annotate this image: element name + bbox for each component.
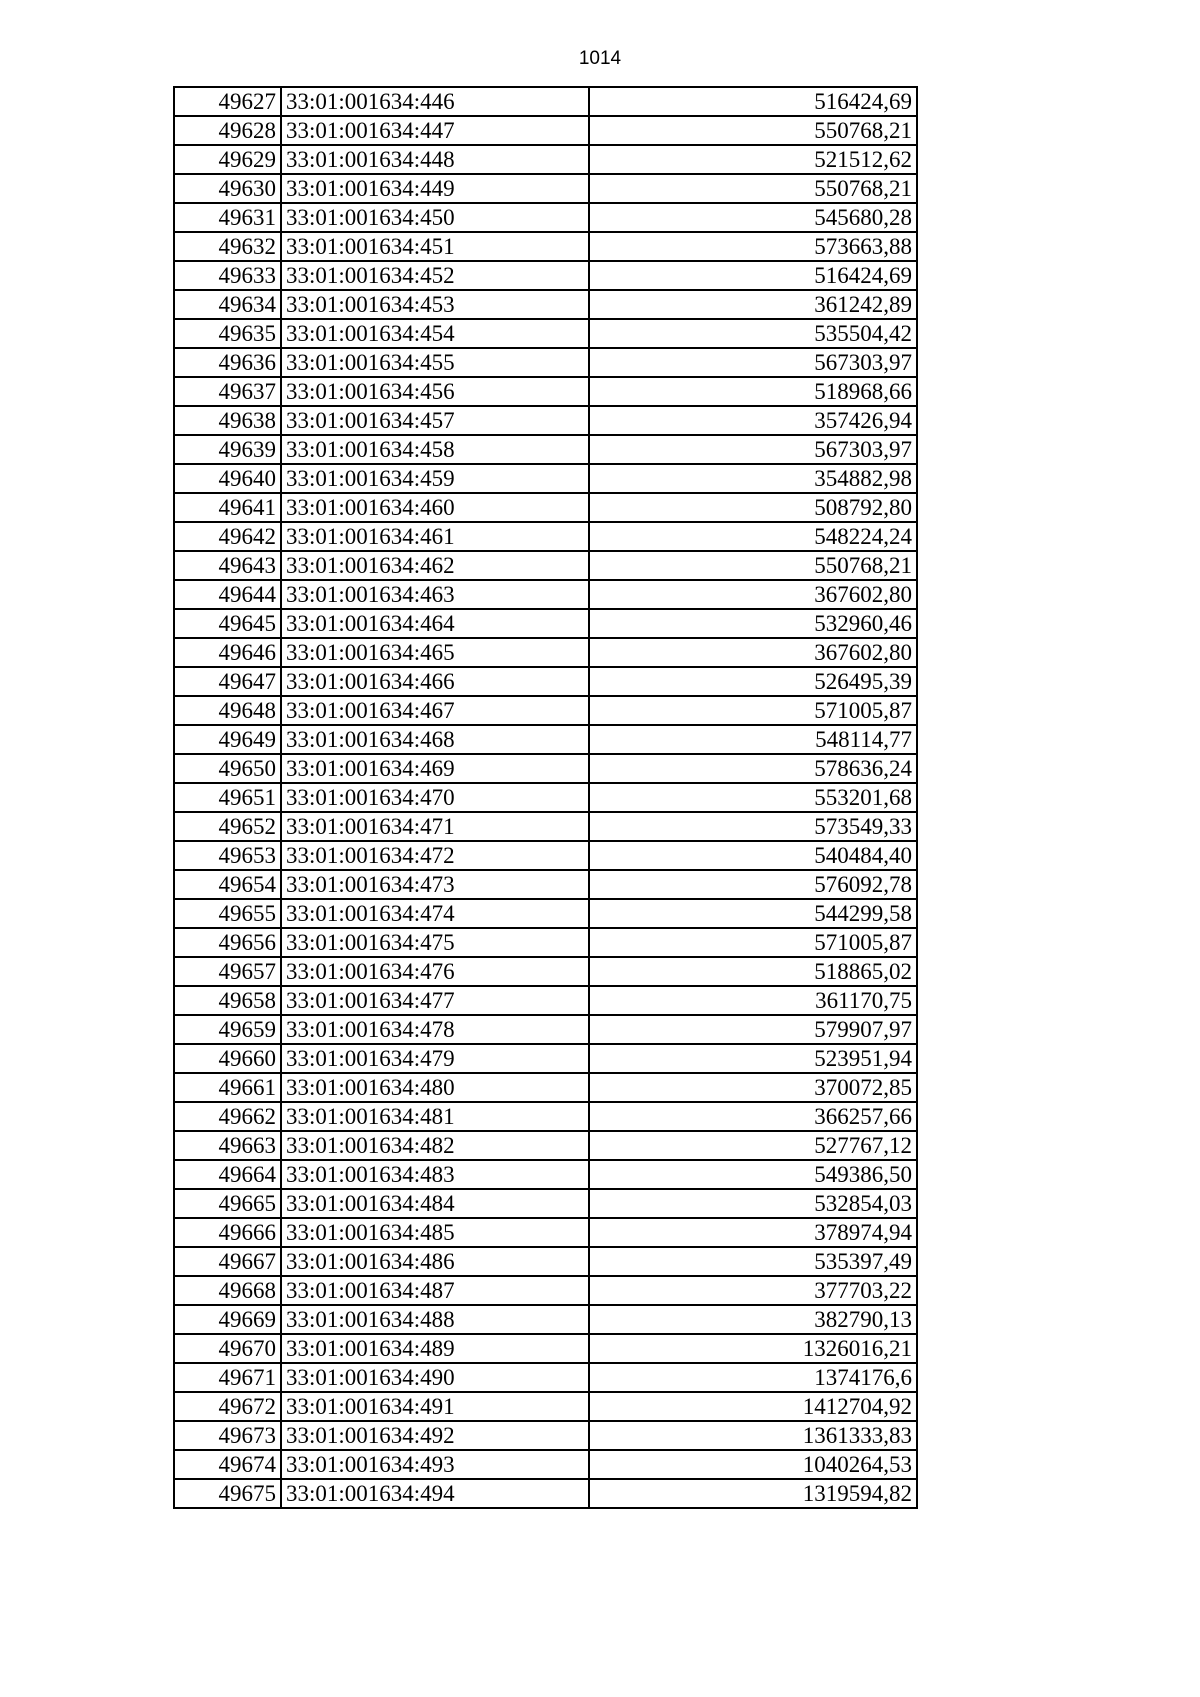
row-number-cell: 49645 <box>174 609 281 638</box>
cadastral-value-cell: 553201,68 <box>589 783 917 812</box>
cadastral-value-cell: 366257,66 <box>589 1102 917 1131</box>
table-row <box>174 232 917 261</box>
cadastral-value-cell: 540484,40 <box>589 841 917 870</box>
cadastral-value-cell: 549386,50 <box>589 1160 917 1189</box>
row-number-cell: 49654 <box>174 870 281 899</box>
table-row <box>174 377 917 406</box>
table-row <box>174 1044 917 1073</box>
cadastral-number-cell: 33:01:001634:484 <box>281 1189 589 1218</box>
table-row <box>174 1450 917 1479</box>
cadastral-number-cell: 33:01:001634:452 <box>281 261 589 290</box>
table-row <box>174 1102 917 1131</box>
table-row <box>174 580 917 609</box>
cadastral-number-cell: 33:01:001634:481 <box>281 1102 589 1131</box>
cadastral-value-cell: 367602,80 <box>589 580 917 609</box>
table-row <box>174 435 917 464</box>
page-number: 1014 <box>578 48 622 69</box>
cadastral-number-cell: 33:01:001634:476 <box>281 957 589 986</box>
row-number-cell: 49664 <box>174 1160 281 1189</box>
cadastral-value-cell: 550768,21 <box>589 174 917 203</box>
row-number-cell: 49643 <box>174 551 281 580</box>
table-row <box>174 1247 917 1276</box>
cadastral-number-cell: 33:01:001634:492 <box>281 1421 589 1450</box>
row-number-cell: 49663 <box>174 1131 281 1160</box>
table-row <box>174 1392 917 1421</box>
row-number-cell: 49672 <box>174 1392 281 1421</box>
cadastral-number-cell: 33:01:001634:485 <box>281 1218 589 1247</box>
table-row <box>174 348 917 377</box>
row-number-cell: 49627 <box>174 87 281 116</box>
table-row <box>174 1421 917 1450</box>
cadastral-number-cell: 33:01:001634:475 <box>281 928 589 957</box>
row-number-cell: 49669 <box>174 1305 281 1334</box>
cadastral-number-cell: 33:01:001634:463 <box>281 580 589 609</box>
row-number-cell: 49668 <box>174 1276 281 1305</box>
cadastral-value-cell: 516424,69 <box>589 261 917 290</box>
table-row <box>174 957 917 986</box>
row-number-cell: 49650 <box>174 754 281 783</box>
table-row <box>174 261 917 290</box>
cadastral-number-cell: 33:01:001634:447 <box>281 116 589 145</box>
cadastral-number-cell: 33:01:001634:467 <box>281 696 589 725</box>
cadastral-number-cell: 33:01:001634:482 <box>281 1131 589 1160</box>
cadastral-value-cell: 532854,03 <box>589 1189 917 1218</box>
cadastral-number-cell: 33:01:001634:453 <box>281 290 589 319</box>
row-number-cell: 49641 <box>174 493 281 522</box>
row-number-cell: 49657 <box>174 957 281 986</box>
table-row <box>174 522 917 551</box>
cadastral-number-cell: 33:01:001634:462 <box>281 551 589 580</box>
cadastral-number-cell: 33:01:001634:472 <box>281 841 589 870</box>
table-row <box>174 1363 917 1392</box>
row-number-cell: 49661 <box>174 1073 281 1102</box>
row-number-cell: 49653 <box>174 841 281 870</box>
cadastral-value-cell: 377703,22 <box>589 1276 917 1305</box>
row-number-cell: 49631 <box>174 203 281 232</box>
table-row <box>174 1073 917 1102</box>
table-row <box>174 145 917 174</box>
row-number-cell: 49635 <box>174 319 281 348</box>
cadastral-number-cell: 33:01:001634:456 <box>281 377 589 406</box>
cadastral-number-cell: 33:01:001634:490 <box>281 1363 589 1392</box>
cadastral-value-cell: 518968,66 <box>589 377 917 406</box>
table-row <box>174 870 917 899</box>
cadastral-number-cell: 33:01:001634:466 <box>281 667 589 696</box>
table-row <box>174 725 917 754</box>
cadastral-number-cell: 33:01:001634:461 <box>281 522 589 551</box>
cadastral-value-cell: 571005,87 <box>589 928 917 957</box>
table-row <box>174 841 917 870</box>
cadastral-number-cell: 33:01:001634:454 <box>281 319 589 348</box>
cadastral-value-cell: 361170,75 <box>589 986 917 1015</box>
table-row <box>174 174 917 203</box>
cadastral-value-cell: 361242,89 <box>589 290 917 319</box>
cadastral-value-cell: 535504,42 <box>589 319 917 348</box>
cadastral-number-cell: 33:01:001634:459 <box>281 464 589 493</box>
cadastral-number-cell: 33:01:001634:479 <box>281 1044 589 1073</box>
row-number-cell: 49637 <box>174 377 281 406</box>
table-row <box>174 87 917 116</box>
table-row <box>174 116 917 145</box>
cadastral-number-cell: 33:01:001634:483 <box>281 1160 589 1189</box>
cadastral-value-cell: 571005,87 <box>589 696 917 725</box>
cadastral-value-cell: 544299,58 <box>589 899 917 928</box>
cadastral-value-cell: 508792,80 <box>589 493 917 522</box>
cadastral-number-cell: 33:01:001634:491 <box>281 1392 589 1421</box>
cadastral-value-cell: 578636,24 <box>589 754 917 783</box>
cadastral-value-cell: 576092,78 <box>589 870 917 899</box>
cadastral-value-cell: 1412704,92 <box>589 1392 917 1421</box>
table-row <box>174 203 917 232</box>
cadastral-value-cell: 526495,39 <box>589 667 917 696</box>
table-row <box>174 1218 917 1247</box>
table-body <box>174 87 917 1508</box>
table-row <box>174 1334 917 1363</box>
cadastral-value-cell: 550768,21 <box>589 551 917 580</box>
table-row <box>174 1131 917 1160</box>
row-number-cell: 49675 <box>174 1479 281 1508</box>
cadastral-number-cell: 33:01:001634:464 <box>281 609 589 638</box>
row-number-cell: 49656 <box>174 928 281 957</box>
cadastral-number-cell: 33:01:001634:471 <box>281 812 589 841</box>
cadastral-number-cell: 33:01:001634:489 <box>281 1334 589 1363</box>
row-number-cell: 49671 <box>174 1363 281 1392</box>
row-number-cell: 49659 <box>174 1015 281 1044</box>
row-number-cell: 49666 <box>174 1218 281 1247</box>
row-number-cell: 49633 <box>174 261 281 290</box>
cadastral-number-cell: 33:01:001634:468 <box>281 725 589 754</box>
row-number-cell: 49638 <box>174 406 281 435</box>
cadastral-value-cell: 378974,94 <box>589 1218 917 1247</box>
row-number-cell: 49647 <box>174 667 281 696</box>
cadastral-value-cell: 550768,21 <box>589 116 917 145</box>
table-row <box>174 928 917 957</box>
cadastral-number-cell: 33:01:001634:455 <box>281 348 589 377</box>
table-row <box>174 754 917 783</box>
cadastral-value-cell: 535397,49 <box>589 1247 917 1276</box>
cadastral-number-cell: 33:01:001634:460 <box>281 493 589 522</box>
row-number-cell: 49660 <box>174 1044 281 1073</box>
cadastral-number-cell: 33:01:001634:465 <box>281 638 589 667</box>
table-row <box>174 899 917 928</box>
table-row <box>174 609 917 638</box>
row-number-cell: 49634 <box>174 290 281 319</box>
cadastral-value-cell: 516424,69 <box>589 87 917 116</box>
cadastral-value-cell: 1361333,83 <box>589 1421 917 1450</box>
row-number-cell: 49639 <box>174 435 281 464</box>
row-number-cell: 49658 <box>174 986 281 1015</box>
cadastral-number-cell: 33:01:001634:449 <box>281 174 589 203</box>
row-number-cell: 49651 <box>174 783 281 812</box>
table-row <box>174 783 917 812</box>
row-number-cell: 49630 <box>174 174 281 203</box>
cadastral-number-cell: 33:01:001634:480 <box>281 1073 589 1102</box>
row-number-cell: 49629 <box>174 145 281 174</box>
cadastral-number-cell: 33:01:001634:446 <box>281 87 589 116</box>
row-number-cell: 49642 <box>174 522 281 551</box>
cadastral-number-cell: 33:01:001634:470 <box>281 783 589 812</box>
row-number-cell: 49667 <box>174 1247 281 1276</box>
row-number-cell: 49632 <box>174 232 281 261</box>
table-row <box>174 464 917 493</box>
row-number-cell: 49655 <box>174 899 281 928</box>
cadastral-value-cell: 567303,97 <box>589 348 917 377</box>
cadastral-value-cell: 548114,77 <box>589 725 917 754</box>
table-row <box>174 1189 917 1218</box>
cadastral-value-cell: 527767,12 <box>589 1131 917 1160</box>
cadastral-value-cell: 1040264,53 <box>589 1450 917 1479</box>
row-number-cell: 49652 <box>174 812 281 841</box>
row-number-cell: 49648 <box>174 696 281 725</box>
table-row <box>174 1160 917 1189</box>
cadastral-value-cell: 548224,24 <box>589 522 917 551</box>
cadastral-number-cell: 33:01:001634:477 <box>281 986 589 1015</box>
row-number-cell: 49670 <box>174 1334 281 1363</box>
cadastral-number-cell: 33:01:001634:474 <box>281 899 589 928</box>
cadastral-number-cell: 33:01:001634:487 <box>281 1276 589 1305</box>
cadastral-value-cell: 579907,97 <box>589 1015 917 1044</box>
cadastral-value-cell: 1326016,21 <box>589 1334 917 1363</box>
cadastral-value-cell: 545680,28 <box>589 203 917 232</box>
row-number-cell: 49628 <box>174 116 281 145</box>
cadastral-value-cell: 521512,62 <box>589 145 917 174</box>
table-row <box>174 1276 917 1305</box>
cadastral-value-cell: 1319594,82 <box>589 1479 917 1508</box>
cadastral-value-cell: 382790,13 <box>589 1305 917 1334</box>
row-number-cell: 49673 <box>174 1421 281 1450</box>
cadastral-number-cell: 33:01:001634:448 <box>281 145 589 174</box>
row-number-cell: 49640 <box>174 464 281 493</box>
row-number-cell: 49646 <box>174 638 281 667</box>
table-row <box>174 986 917 1015</box>
cadastral-value-cell: 370072,85 <box>589 1073 917 1102</box>
table-row <box>174 667 917 696</box>
cadastral-number-cell: 33:01:001634:478 <box>281 1015 589 1044</box>
cadastral-number-cell: 33:01:001634:486 <box>281 1247 589 1276</box>
table-row <box>174 493 917 522</box>
row-number-cell: 49665 <box>174 1189 281 1218</box>
row-number-cell: 49674 <box>174 1450 281 1479</box>
cadastral-number-cell: 33:01:001634:450 <box>281 203 589 232</box>
cadastral-value-cell: 573663,88 <box>589 232 917 261</box>
cadastral-value-cell: 354882,98 <box>589 464 917 493</box>
cadastral-value-cell: 518865,02 <box>589 957 917 986</box>
cadastral-value-cell: 567303,97 <box>589 435 917 464</box>
table-row <box>174 551 917 580</box>
cadastral-value-cell: 1374176,6 <box>589 1363 917 1392</box>
table-row <box>174 696 917 725</box>
table-row <box>174 812 917 841</box>
cadastral-value-cell: 523951,94 <box>589 1044 917 1073</box>
cadastral-value-cell: 367602,80 <box>589 638 917 667</box>
cadastral-value-cell: 532960,46 <box>589 609 917 638</box>
cadastral-value-cell: 357426,94 <box>589 406 917 435</box>
table-row <box>174 290 917 319</box>
row-number-cell: 49636 <box>174 348 281 377</box>
table-row <box>174 319 917 348</box>
table-row <box>174 1015 917 1044</box>
row-number-cell: 49662 <box>174 1102 281 1131</box>
cadastral-number-cell: 33:01:001634:493 <box>281 1450 589 1479</box>
row-number-cell: 49644 <box>174 580 281 609</box>
cadastral-value-table <box>173 86 918 1509</box>
cadastral-number-cell: 33:01:001634:473 <box>281 870 589 899</box>
table-row <box>174 1305 917 1334</box>
table-row <box>174 406 917 435</box>
table-row <box>174 1479 917 1508</box>
cadastral-number-cell: 33:01:001634:469 <box>281 754 589 783</box>
cadastral-number-cell: 33:01:001634:488 <box>281 1305 589 1334</box>
cadastral-number-cell: 33:01:001634:458 <box>281 435 589 464</box>
cadastral-number-cell: 33:01:001634:457 <box>281 406 589 435</box>
cadastral-number-cell: 33:01:001634:451 <box>281 232 589 261</box>
row-number-cell: 49649 <box>174 725 281 754</box>
cadastral-value-cell: 573549,33 <box>589 812 917 841</box>
table-row <box>174 638 917 667</box>
cadastral-number-cell: 33:01:001634:494 <box>281 1479 589 1508</box>
